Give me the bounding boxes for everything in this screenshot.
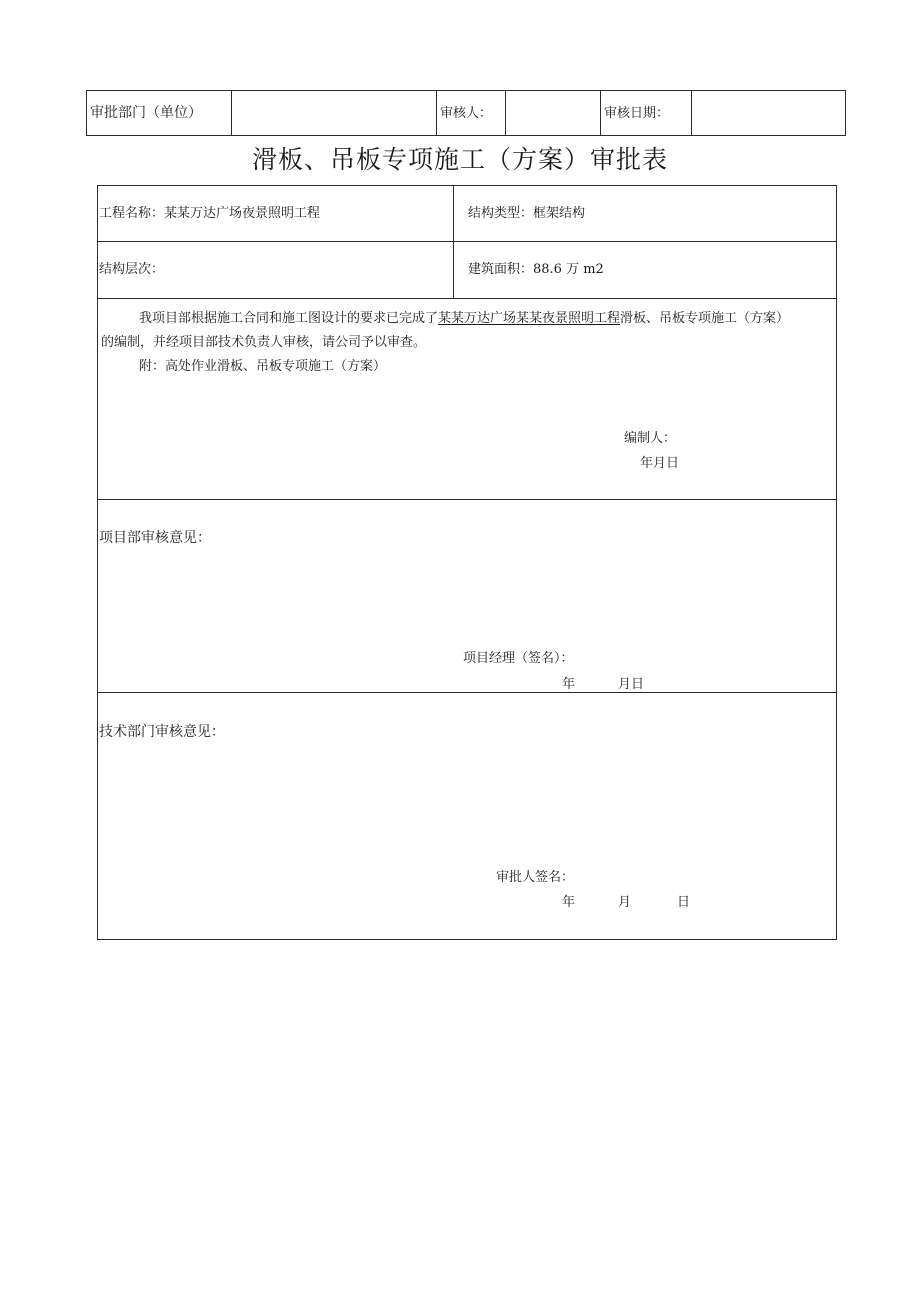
row-divider-4 [97,692,837,693]
building-area-field: 建筑面积：88.6 万 m2 [468,262,604,277]
tech-review-year: 年 [562,895,576,910]
row-divider-2 [97,298,837,299]
preparer-label: 编制人： [624,431,677,446]
submission-line-2: 的编制，并经项目部技术负责人审核，请公司予以审查。 [101,335,427,350]
page-title: 滑板、吊板专项施工（方案）审批表 [251,145,668,174]
submission-text-after: 滑板、吊板专项施工（方案） [620,311,790,326]
structure-floors-field: 结构层次： [99,262,165,277]
tech-review-day: 日 [677,895,691,910]
project-review-year: 年 [562,677,576,692]
project-name-field: 工程名称：某某万达广场夜景照明工程 [99,206,321,221]
header-reviewer-value-cell[interactable] [505,90,601,136]
approver-sign-label: 审批人签名： [496,870,575,885]
project-review-label: 项目部审核意见： [99,530,211,546]
tech-review-month: 月 [618,895,632,910]
tech-review-label: 技术部门审核意见： [99,724,225,740]
row-divider-1 [97,241,837,242]
header-dept-value-cell[interactable] [231,90,437,136]
submission-text-before: 我项目部根据施工合同和施工图设计的要求已完成了 [139,311,439,326]
row-divider-3 [97,499,837,500]
column-divider [453,185,454,299]
submission-line-1 [101,307,837,331]
submission-paragraph [101,307,837,379]
header-date-value-cell[interactable] [691,90,846,136]
review-date-label: 审核日期： [604,106,670,121]
project-manager-sign-label: 项目经理（签名）： [463,651,574,666]
submission-attachment: 附：高处作业滑板、吊板专项施工（方案） [139,359,387,374]
dept-label: 审批部门（单位） [90,105,202,121]
structure-type-field: 结构类型：框架结构 [468,206,586,221]
project-review-monthday: 月日 [618,677,645,692]
preparer-date: 年月日 [640,456,680,471]
reviewer-label: 审核人： [440,106,493,121]
submission-project-underlined: 某某万达广场某某夜景照明工程 [438,311,621,326]
